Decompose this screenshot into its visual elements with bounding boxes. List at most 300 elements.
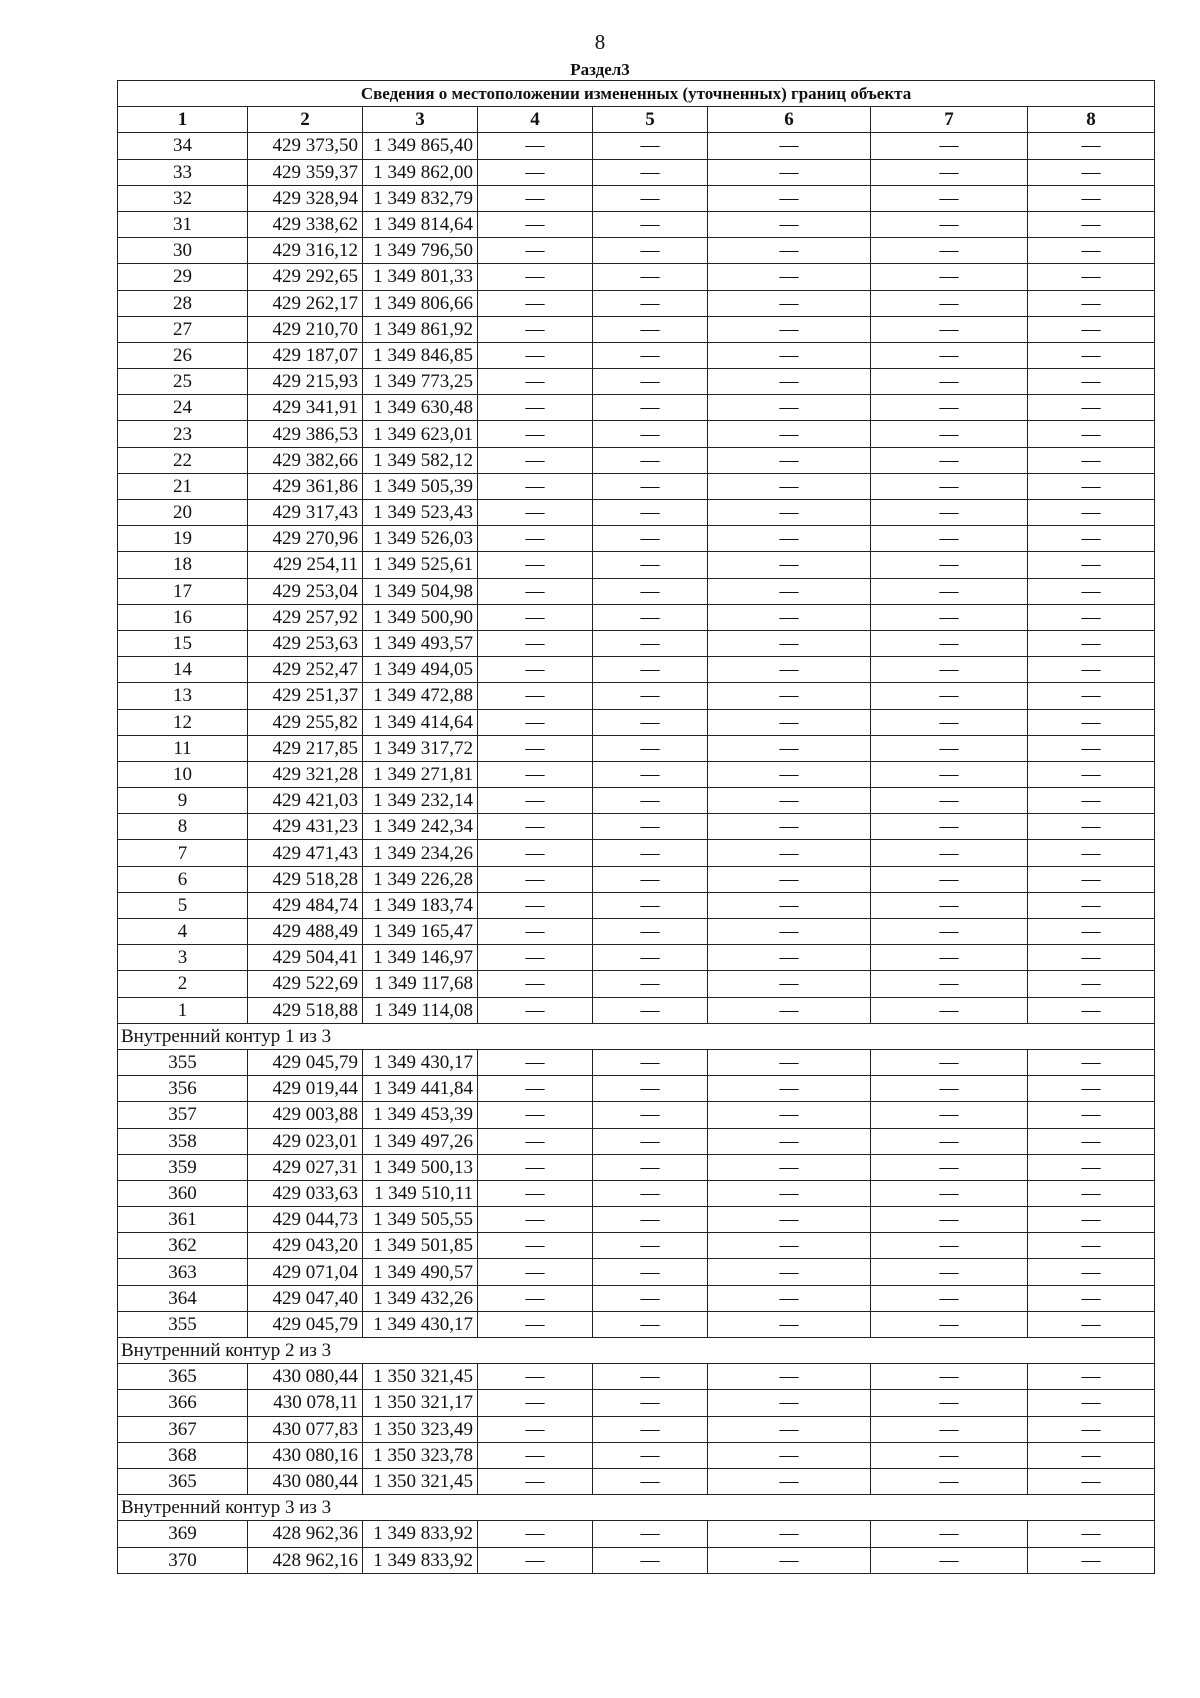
- coordinate-y: 1 349 146,97: [363, 945, 478, 971]
- empty-cell: [708, 211, 871, 237]
- empty-cell: [593, 1233, 708, 1259]
- dash-mark: —: [640, 187, 660, 209]
- empty-cell: [593, 971, 708, 997]
- coordinate-x: 429 321,28: [248, 761, 363, 787]
- empty-cell: [593, 369, 708, 395]
- dash-mark: —: [640, 1078, 660, 1100]
- point-number: 2: [118, 971, 248, 997]
- point-number: 17: [118, 578, 248, 604]
- empty-cell: [708, 683, 871, 709]
- dash-mark: —: [779, 999, 799, 1021]
- empty-cell: [478, 761, 593, 787]
- coordinate-x: 429 047,40: [248, 1285, 363, 1311]
- empty-cell: [478, 342, 593, 368]
- coordinate-y: 1 349 232,14: [363, 788, 478, 814]
- dash-mark: —: [779, 1444, 799, 1466]
- dash-mark: —: [779, 868, 799, 890]
- point-number: 9: [118, 788, 248, 814]
- coordinate-x: 429 251,37: [248, 683, 363, 709]
- empty-cell: [593, 761, 708, 787]
- coordinate-x: 429 215,93: [248, 369, 363, 395]
- point-number: 24: [118, 395, 248, 421]
- table-row: [118, 1259, 1155, 1285]
- empty-cell: [478, 211, 593, 237]
- coordinate-y: 1 349 493,57: [363, 630, 478, 656]
- dash-mark: —: [779, 1549, 799, 1571]
- empty-cell: [871, 526, 1028, 552]
- empty-cell: [871, 211, 1028, 237]
- dash-mark: —: [1081, 449, 1101, 471]
- dash-mark: —: [779, 266, 799, 288]
- dash-mark: —: [939, 1235, 959, 1257]
- empty-cell: [593, 500, 708, 526]
- empty-cell: [1028, 604, 1155, 630]
- coordinate-x: 430 077,83: [248, 1416, 363, 1442]
- point-number: 29: [118, 264, 248, 290]
- empty-cell: [1028, 1154, 1155, 1180]
- boundary-coordinates-table: [117, 80, 1155, 1574]
- table-caption: Сведения о местоположении измененных (уточненных) границ объекта: [118, 81, 1155, 107]
- point-number: 25: [118, 369, 248, 395]
- empty-cell: [708, 1390, 871, 1416]
- dash-mark: —: [525, 449, 545, 471]
- point-number: 20: [118, 500, 248, 526]
- dash-mark: —: [779, 947, 799, 969]
- coordinate-y: 1 350 323,49: [363, 1416, 478, 1442]
- coordinate-x: 428 962,36: [248, 1521, 363, 1547]
- empty-cell: [1028, 264, 1155, 290]
- table-row: [118, 1207, 1155, 1233]
- coordinate-x: 429 488,49: [248, 919, 363, 945]
- empty-cell: [1028, 395, 1155, 421]
- coordinate-x: 428 962,16: [248, 1547, 363, 1573]
- empty-cell: [593, 630, 708, 656]
- dash-mark: —: [939, 423, 959, 445]
- dash-mark: —: [779, 737, 799, 759]
- dash-mark: —: [939, 475, 959, 497]
- dash-mark: —: [525, 1261, 545, 1283]
- empty-cell: [478, 500, 593, 526]
- dash-mark: —: [640, 214, 660, 236]
- coordinate-y: 1 349 500,13: [363, 1154, 478, 1180]
- dash-mark: —: [640, 999, 660, 1021]
- dash-mark: —: [779, 240, 799, 262]
- empty-cell: [1028, 788, 1155, 814]
- empty-cell: [871, 578, 1028, 604]
- table-row: [118, 421, 1155, 447]
- empty-cell: [478, 473, 593, 499]
- empty-cell: [478, 316, 593, 342]
- dash-mark: —: [1081, 816, 1101, 838]
- empty-cell: [1028, 316, 1155, 342]
- dash-mark: —: [640, 292, 660, 314]
- dash-mark: —: [525, 1235, 545, 1257]
- empty-cell: [1028, 761, 1155, 787]
- dash-mark: —: [525, 1549, 545, 1571]
- coordinate-y: 1 349 430,17: [363, 1311, 478, 1337]
- empty-cell: [593, 657, 708, 683]
- dash-mark: —: [525, 1471, 545, 1493]
- column-header: 8: [1028, 107, 1155, 133]
- dash-mark: —: [1081, 1182, 1101, 1204]
- dash-mark: —: [1081, 423, 1101, 445]
- dash-mark: —: [525, 842, 545, 864]
- table-row: [118, 630, 1155, 656]
- table-row: [118, 735, 1155, 761]
- dash-mark: —: [525, 1182, 545, 1204]
- dash-mark: —: [939, 659, 959, 681]
- empty-cell: [708, 264, 871, 290]
- dash-mark: —: [939, 973, 959, 995]
- dash-mark: —: [939, 816, 959, 838]
- dash-mark: —: [939, 161, 959, 183]
- table-row: [118, 1311, 1155, 1337]
- coordinate-x: 429 382,66: [248, 447, 363, 473]
- empty-cell: [708, 185, 871, 211]
- empty-cell: [593, 1180, 708, 1206]
- dash-mark: —: [1081, 1104, 1101, 1126]
- dash-mark: —: [939, 1209, 959, 1231]
- empty-cell: [478, 1468, 593, 1494]
- empty-cell: [478, 735, 593, 761]
- dash-mark: —: [640, 1418, 660, 1440]
- dash-mark: —: [525, 397, 545, 419]
- empty-cell: [1028, 1364, 1155, 1390]
- empty-cell: [871, 1364, 1028, 1390]
- empty-cell: [593, 1285, 708, 1311]
- empty-cell: [1028, 840, 1155, 866]
- empty-cell: [478, 814, 593, 840]
- coordinate-x: 429 255,82: [248, 709, 363, 735]
- empty-cell: [593, 342, 708, 368]
- table-row: [118, 683, 1155, 709]
- dash-mark: —: [525, 161, 545, 183]
- dash-mark: —: [640, 1235, 660, 1257]
- contour-header-row: [118, 1495, 1155, 1521]
- dash-mark: —: [525, 1313, 545, 1335]
- empty-cell: [478, 1442, 593, 1468]
- section-title: Раздел3: [570, 60, 630, 79]
- dash-mark: —: [939, 790, 959, 812]
- dash-mark: —: [1081, 790, 1101, 812]
- empty-cell: [871, 1049, 1028, 1075]
- coordinate-y: 1 349 183,74: [363, 892, 478, 918]
- dash-mark: —: [779, 1209, 799, 1231]
- contour-label: Внутренний контур 2 из 3: [118, 1338, 1155, 1364]
- point-number: 13: [118, 683, 248, 709]
- empty-cell: [478, 1180, 593, 1206]
- empty-cell: [478, 552, 593, 578]
- dash-mark: —: [939, 1130, 959, 1152]
- coordinate-x: 429 361,86: [248, 473, 363, 499]
- dash-mark: —: [640, 737, 660, 759]
- column-header-row: [118, 107, 1155, 133]
- coordinate-y: 1 349 500,90: [363, 604, 478, 630]
- coordinate-x: 429 431,23: [248, 814, 363, 840]
- empty-cell: [478, 840, 593, 866]
- dash-mark: —: [525, 135, 545, 157]
- empty-cell: [708, 788, 871, 814]
- point-number: 12: [118, 709, 248, 735]
- empty-cell: [871, 971, 1028, 997]
- coordinate-x: 429 253,04: [248, 578, 363, 604]
- dash-mark: —: [525, 554, 545, 576]
- empty-cell: [871, 1233, 1028, 1259]
- dash-mark: —: [525, 1392, 545, 1414]
- point-number: 364: [118, 1285, 248, 1311]
- dash-mark: —: [1081, 1078, 1101, 1100]
- empty-cell: [871, 630, 1028, 656]
- empty-cell: [478, 997, 593, 1023]
- dash-mark: —: [779, 371, 799, 393]
- dash-mark: —: [640, 161, 660, 183]
- table-row: [118, 788, 1155, 814]
- coordinate-y: 1 349 773,25: [363, 369, 478, 395]
- empty-cell: [478, 709, 593, 735]
- point-number: 14: [118, 657, 248, 683]
- empty-cell: [478, 1207, 593, 1233]
- table-row: [118, 264, 1155, 290]
- empty-cell: [871, 683, 1028, 709]
- dash-mark: —: [525, 1444, 545, 1466]
- empty-cell: [1028, 1521, 1155, 1547]
- dash-mark: —: [525, 1366, 545, 1388]
- empty-cell: [478, 630, 593, 656]
- table-row: [118, 211, 1155, 237]
- dash-mark: —: [779, 685, 799, 707]
- dash-mark: —: [1081, 1549, 1101, 1571]
- empty-cell: [1028, 1311, 1155, 1337]
- coordinate-x: 429 043,20: [248, 1233, 363, 1259]
- dash-mark: —: [939, 449, 959, 471]
- table-row: [118, 526, 1155, 552]
- empty-cell: [593, 290, 708, 316]
- empty-cell: [1028, 1207, 1155, 1233]
- table-row: [118, 1076, 1155, 1102]
- dash-mark: —: [640, 973, 660, 995]
- empty-cell: [708, 709, 871, 735]
- empty-cell: [871, 316, 1028, 342]
- empty-cell: [708, 866, 871, 892]
- dash-mark: —: [640, 1104, 660, 1126]
- dash-mark: —: [1081, 266, 1101, 288]
- dash-mark: —: [525, 318, 545, 340]
- empty-cell: [593, 1521, 708, 1547]
- empty-cell: [1028, 1076, 1155, 1102]
- point-number: 355: [118, 1049, 248, 1075]
- point-number: 4: [118, 919, 248, 945]
- dash-mark: —: [525, 606, 545, 628]
- empty-cell: [871, 1521, 1028, 1547]
- empty-cell: [593, 1311, 708, 1337]
- coordinate-x: 429 033,63: [248, 1180, 363, 1206]
- empty-cell: [593, 552, 708, 578]
- dash-mark: —: [939, 999, 959, 1021]
- point-number: 365: [118, 1468, 248, 1494]
- empty-cell: [478, 1154, 593, 1180]
- dash-mark: —: [1081, 1366, 1101, 1388]
- empty-cell: [871, 1207, 1028, 1233]
- coordinate-y: 1 349 494,05: [363, 657, 478, 683]
- dash-mark: —: [525, 371, 545, 393]
- coordinate-y: 1 349 525,61: [363, 552, 478, 578]
- empty-cell: [708, 1154, 871, 1180]
- dash-mark: —: [525, 1078, 545, 1100]
- dash-mark: —: [779, 528, 799, 550]
- table-row: [118, 892, 1155, 918]
- point-number: 366: [118, 1390, 248, 1416]
- table-row: [118, 1180, 1155, 1206]
- empty-cell: [871, 447, 1028, 473]
- empty-cell: [1028, 971, 1155, 997]
- empty-cell: [593, 604, 708, 630]
- empty-cell: [871, 1390, 1028, 1416]
- coordinate-x: 429 003,88: [248, 1102, 363, 1128]
- dash-mark: —: [1081, 947, 1101, 969]
- dash-mark: —: [1081, 973, 1101, 995]
- coordinate-x: 430 078,11: [248, 1390, 363, 1416]
- empty-cell: [478, 395, 593, 421]
- empty-cell: [478, 526, 593, 552]
- empty-cell: [1028, 1285, 1155, 1311]
- dash-mark: —: [779, 1392, 799, 1414]
- coordinate-x: 429 254,11: [248, 552, 363, 578]
- table-row: [118, 1285, 1155, 1311]
- empty-cell: [1028, 526, 1155, 552]
- dash-mark: —: [1081, 371, 1101, 393]
- empty-cell: [871, 1311, 1028, 1337]
- dash-mark: —: [939, 1287, 959, 1309]
- dash-mark: —: [640, 1549, 660, 1571]
- table-row: [118, 342, 1155, 368]
- empty-cell: [708, 395, 871, 421]
- empty-cell: [478, 1259, 593, 1285]
- empty-cell: [871, 814, 1028, 840]
- table-row: [118, 395, 1155, 421]
- empty-cell: [593, 159, 708, 185]
- empty-cell: [871, 500, 1028, 526]
- empty-cell: [478, 945, 593, 971]
- dash-mark: —: [525, 1209, 545, 1231]
- empty-cell: [708, 1233, 871, 1259]
- table-row: [118, 1364, 1155, 1390]
- dash-mark: —: [640, 502, 660, 524]
- table-row: [118, 159, 1155, 185]
- dash-mark: —: [939, 763, 959, 785]
- empty-cell: [1028, 290, 1155, 316]
- empty-cell: [593, 185, 708, 211]
- empty-cell: [478, 1102, 593, 1128]
- dash-mark: —: [1081, 187, 1101, 209]
- empty-cell: [871, 1468, 1028, 1494]
- empty-cell: [871, 1547, 1028, 1573]
- dash-mark: —: [939, 1182, 959, 1204]
- empty-cell: [871, 788, 1028, 814]
- empty-cell: [593, 133, 708, 159]
- dash-mark: —: [939, 947, 959, 969]
- empty-cell: [593, 1364, 708, 1390]
- dash-mark: —: [640, 1366, 660, 1388]
- dash-mark: —: [939, 737, 959, 759]
- dash-mark: —: [1081, 1392, 1101, 1414]
- empty-cell: [593, 1468, 708, 1494]
- point-number: 365: [118, 1364, 248, 1390]
- dash-mark: —: [1081, 1209, 1101, 1231]
- dash-mark: —: [779, 1418, 799, 1440]
- coordinate-y: 1 349 630,48: [363, 395, 478, 421]
- empty-cell: [708, 473, 871, 499]
- contour-label: Внутренний контур 3 из 3: [118, 1495, 1155, 1521]
- dash-mark: —: [939, 580, 959, 602]
- dash-mark: —: [1081, 1261, 1101, 1283]
- empty-cell: [708, 133, 871, 159]
- point-number: 3: [118, 945, 248, 971]
- dash-mark: —: [779, 1366, 799, 1388]
- coordinate-y: 1 349 432,26: [363, 1285, 478, 1311]
- empty-cell: [1028, 814, 1155, 840]
- dash-mark: —: [939, 135, 959, 157]
- dash-mark: —: [779, 606, 799, 628]
- table-row: [118, 290, 1155, 316]
- empty-cell: [1028, 919, 1155, 945]
- column-header: 7: [871, 107, 1028, 133]
- empty-cell: [1028, 552, 1155, 578]
- empty-cell: [1028, 1390, 1155, 1416]
- dash-mark: —: [525, 580, 545, 602]
- dash-mark: —: [779, 763, 799, 785]
- point-number: 356: [118, 1076, 248, 1102]
- empty-cell: [593, 840, 708, 866]
- table-row: [118, 971, 1155, 997]
- empty-cell: [708, 421, 871, 447]
- dash-mark: —: [779, 423, 799, 445]
- empty-cell: [593, 1416, 708, 1442]
- coordinate-y: 1 349 814,64: [363, 211, 478, 237]
- empty-cell: [593, 892, 708, 918]
- empty-cell: [708, 500, 871, 526]
- dash-mark: —: [779, 502, 799, 524]
- empty-cell: [1028, 657, 1155, 683]
- empty-cell: [708, 1049, 871, 1075]
- empty-cell: [1028, 447, 1155, 473]
- empty-cell: [1028, 1049, 1155, 1075]
- table-row: [118, 578, 1155, 604]
- table-row: [118, 1521, 1155, 1547]
- dash-mark: —: [939, 214, 959, 236]
- coordinate-x: 429 522,69: [248, 971, 363, 997]
- empty-cell: [478, 1049, 593, 1075]
- empty-cell: [708, 1128, 871, 1154]
- table-row: [118, 473, 1155, 499]
- coordinate-y: 1 349 796,50: [363, 238, 478, 264]
- coordinate-x: 429 484,74: [248, 892, 363, 918]
- empty-cell: [593, 1547, 708, 1573]
- empty-cell: [708, 735, 871, 761]
- dash-mark: —: [640, 318, 660, 340]
- dash-mark: —: [640, 1313, 660, 1335]
- dash-mark: —: [1081, 554, 1101, 576]
- empty-cell: [593, 473, 708, 499]
- empty-cell: [708, 1285, 871, 1311]
- dash-mark: —: [779, 1261, 799, 1283]
- empty-cell: [593, 447, 708, 473]
- dash-mark: —: [640, 816, 660, 838]
- empty-cell: [708, 604, 871, 630]
- dash-mark: —: [1081, 685, 1101, 707]
- empty-cell: [593, 997, 708, 1023]
- coordinate-y: 1 349 865,40: [363, 133, 478, 159]
- empty-cell: [478, 971, 593, 997]
